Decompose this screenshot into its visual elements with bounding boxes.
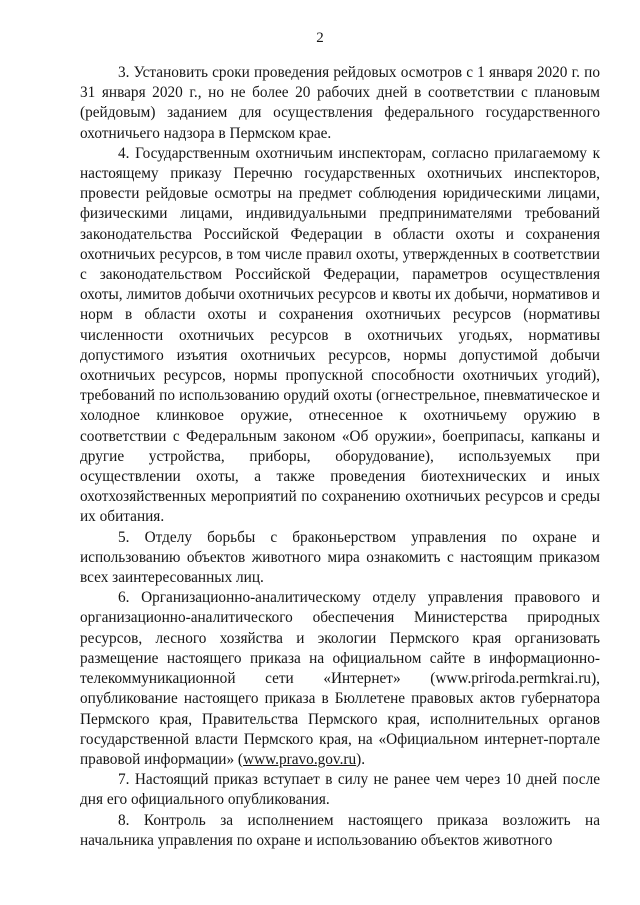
paragraph-8: 8. Контроль за исполнением настоящего приказа возложить на начальника управления по охране и использованию объектов животного — [80, 811, 600, 849]
paragraph-6-text: 6. Организационно-аналитическому отделу управления правового и организационно-аналитического обеспечения Министерства природных ресурсов, лесного хозяйства и экологии Пермского края организовать размещение настоящего приказа на официальном сайте в информационно-телекоммуникационной сети «Интернет» (www.priroda.permkrai.ru), опубликование настоящего приказа в Бюллетене правовых актов губернатора Пермского края, Правительства Пермского края, исполнительных органов государственной власти Пермского края, на «Официальном интернет-портале правовой информации» ( — [80, 589, 600, 768]
paragraph-6 — [80, 588, 600, 770]
paragraph-7: 7. Настоящий приказ вступает в силу не ранее чем через 10 дней после дня его официального опубликования. — [80, 771, 600, 809]
page-number: 2 — [316, 30, 324, 46]
pravo-gov-link[interactable]: www.pravo.gov.ru — [243, 750, 357, 768]
paragraph-5: 5. Отделу борьбы с браконьерством управления по охране и использованию объектов животного мира ознакомить с настоящим приказом всех заинтересованных лиц. — [80, 528, 600, 587]
paragraph-6-tail: ). — [356, 750, 366, 768]
document-body — [80, 63, 600, 851]
paragraph-4: 4. Государственным охотничьим инспекторам, согласно прилагаемому к настоящему приказу Перечню государственных охотничьих инспекторов, провести рейдовые осмотры на предмет соблюдения юридическими лицами, физическими лицами, индивидуальными предпринимателями требований законодательства Российской Федерации в области охоты и сохранения охотничьих ресурсов, в том числе правил охоты, утвержденных в соответствии с законодательством Российской Федерации, параметров осуществления охоты, лимитов добычи охотничьих ресурсов и квоты их добычи, нормативов и норм в области охоты и сохранения охотничьих ресурсов (нормативы численности охотничьих ресурсов в охотничьих угодьях, нормативы допустимого изъятия охотничьих ресурсов, нормы допустимой добычи охотничьих ресурсов, нормы пропускной способности охотничьих угодий), требований по использованию орудий охоты (огнестрельное, пневматическое и холодное клинковое оружие, отнесенное к охотничьему оружию в соответствии с Федеральным законом «Об оружии», боеприпасы, капканы и другие устройства, приборы, оборудование), используемых при осуществлении охоты, а также проведения биотехнических и иных охотхозяйственных мероприятий по сохранению охотничьих ресурсов и среды их обитания. — [80, 144, 600, 526]
paragraph-3: 3. Установить сроки проведения рейдовых осмотров с 1 января 2020 г. по 31 января 2020 г., но не более 20 рабочих дней в соответствии с плановым (рейдовым) заданием для осуществления федерального государственного охотничьего надзора в Пермском крае. — [80, 64, 600, 142]
